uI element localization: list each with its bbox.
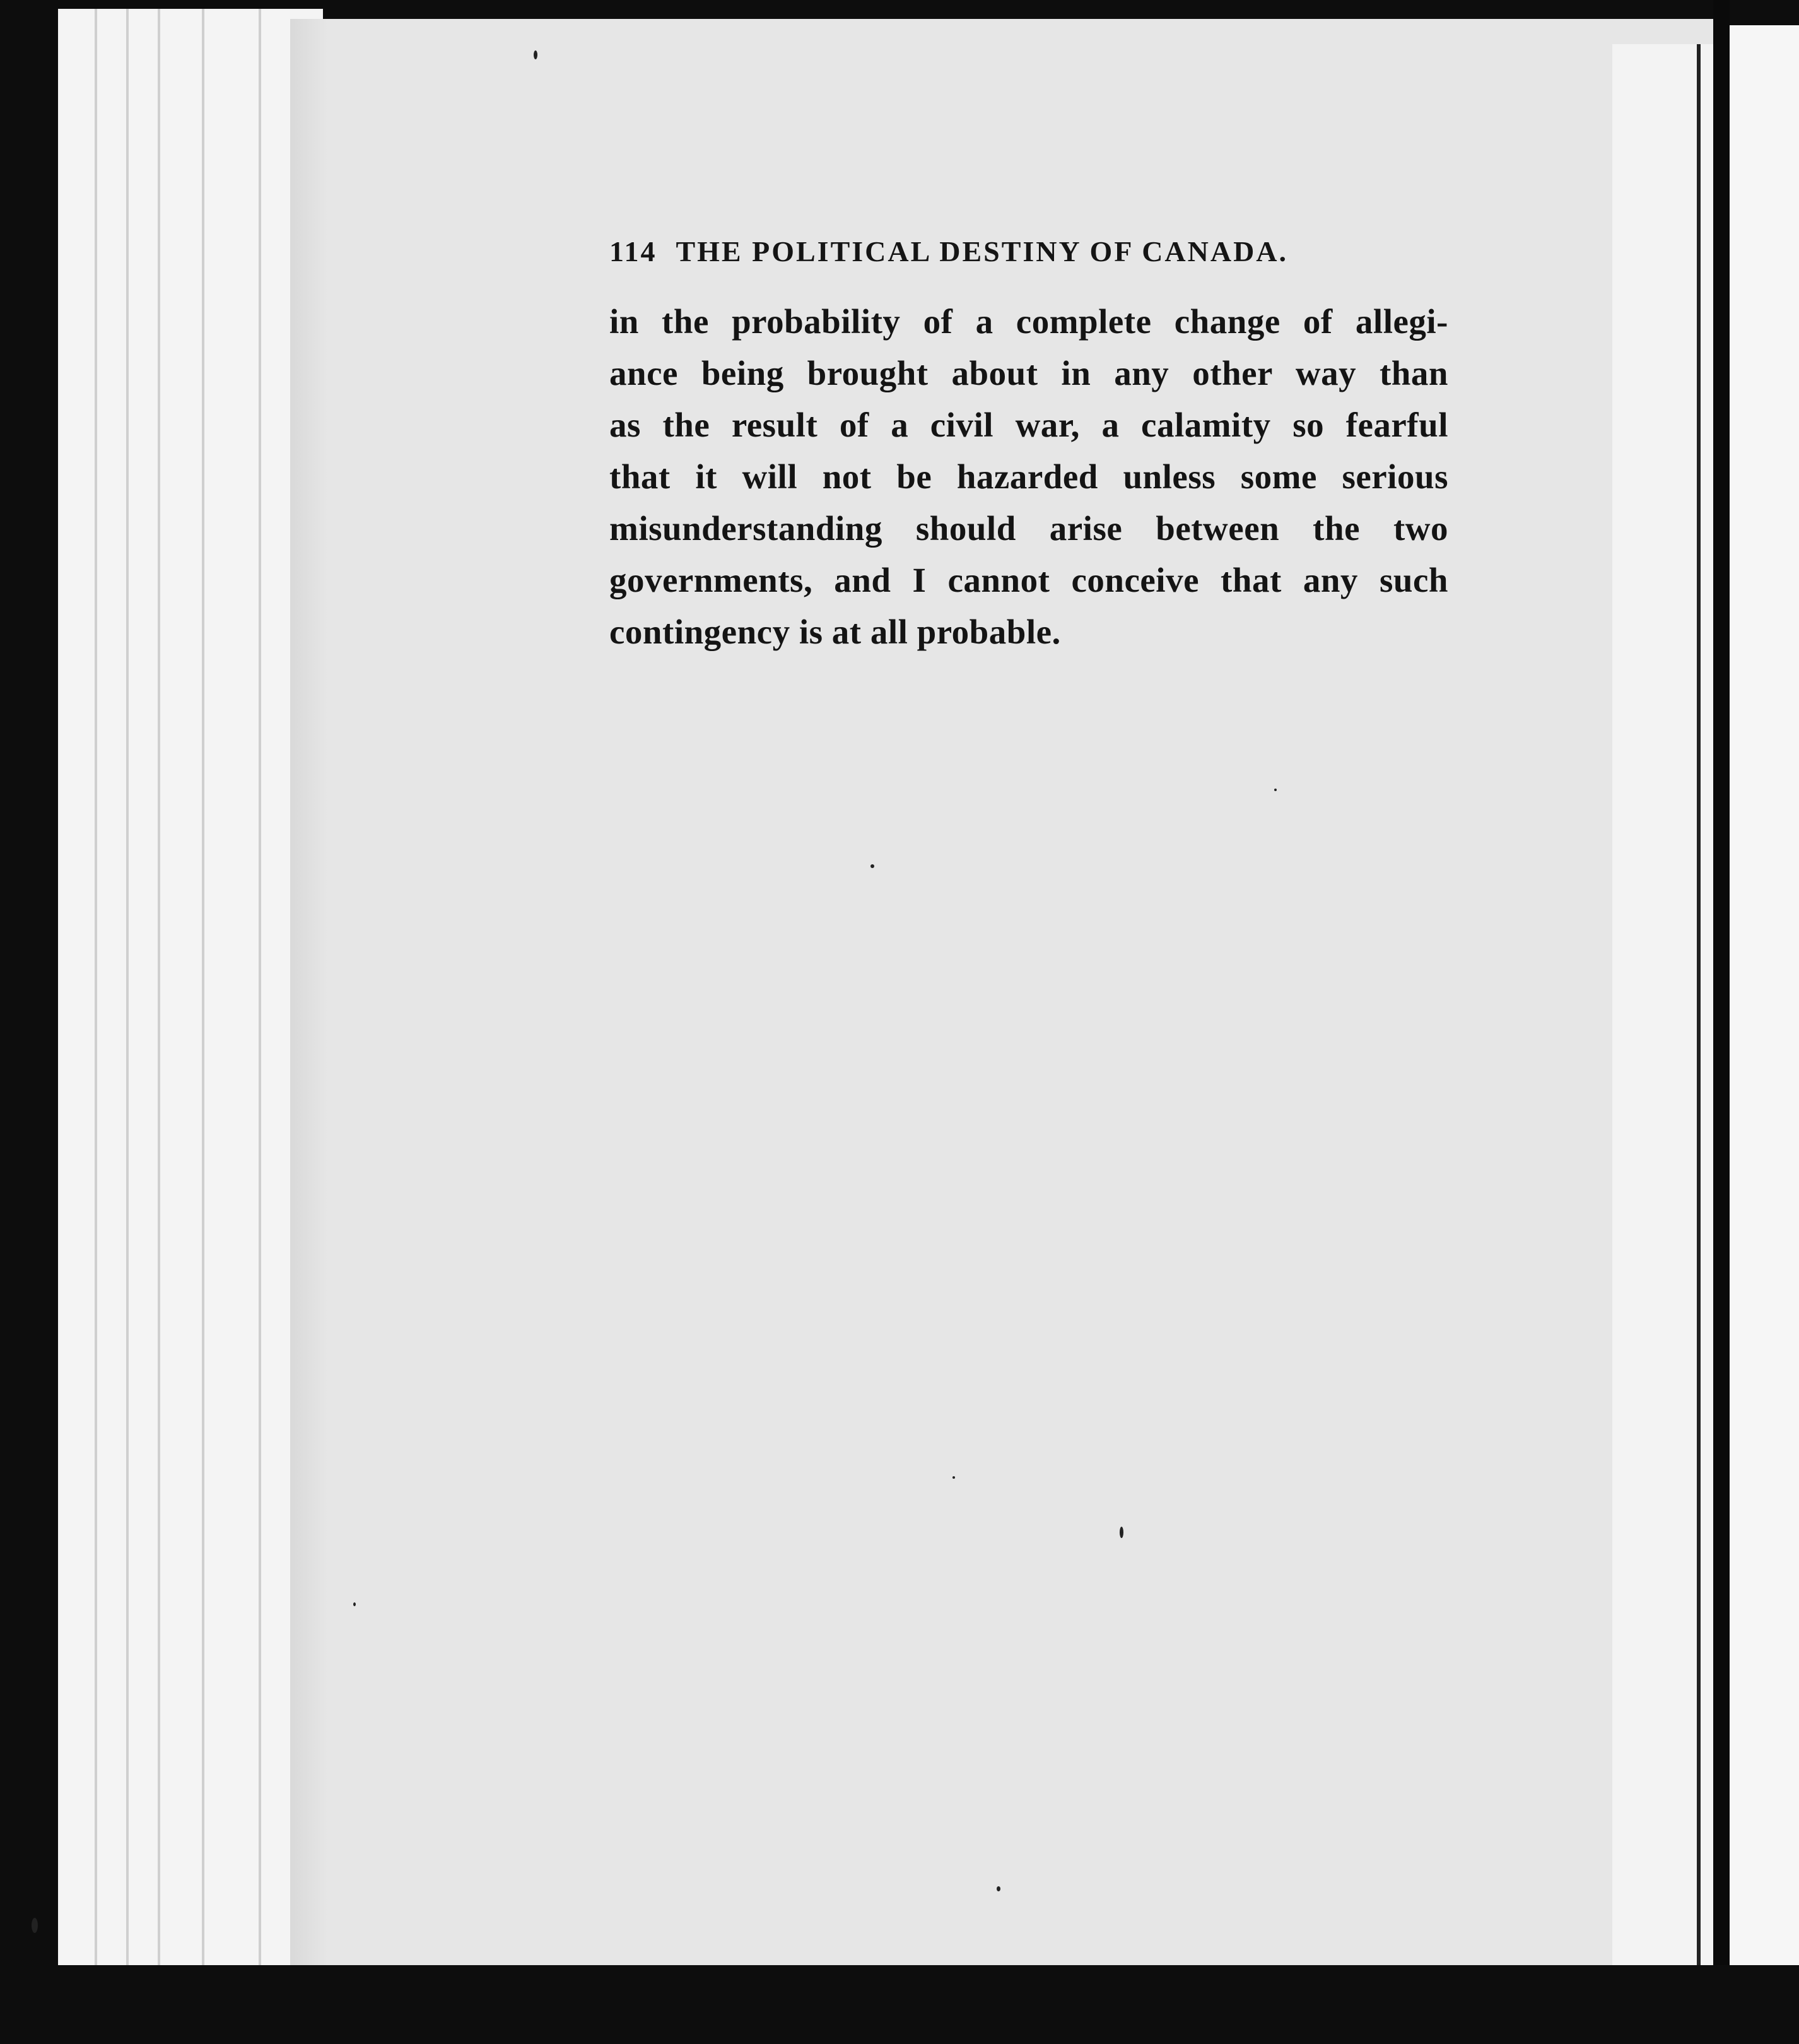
facing-page-edge — [1730, 25, 1799, 1975]
running-title: THE POLITICAL DESTINY OF CANADA. — [676, 235, 1289, 267]
running-head — [609, 235, 1448, 268]
body-paragraph — [609, 296, 1448, 658]
scan-speck — [1274, 789, 1277, 791]
text-line: contingency is at all probable. — [609, 613, 1061, 651]
page-edge-line — [95, 9, 97, 1971]
scan-speck — [997, 1886, 1000, 1891]
scan-speck — [534, 50, 537, 59]
text-line: ance being brought about in any other way than — [609, 354, 1448, 392]
page-edge-line — [259, 9, 261, 1971]
scan-speck — [32, 1918, 38, 1933]
page-shadow — [290, 19, 328, 1965]
text-line: in the probability of a complete change of allegi- — [609, 302, 1448, 341]
text-line: that it will not be hazarded unless some serious — [609, 457, 1448, 496]
scan-speck — [870, 864, 874, 868]
gutter-rule — [1697, 44, 1701, 1968]
page-edge-line — [158, 9, 160, 1971]
scan-speck — [1120, 1527, 1123, 1538]
stacked-page-edges — [58, 9, 323, 1971]
page-edge-line — [126, 9, 129, 1971]
scan-speck — [353, 1602, 356, 1606]
text-line: misunderstanding should arise between the two — [609, 509, 1448, 548]
book-gutter — [1713, 0, 1730, 2044]
page-text-block — [609, 235, 1448, 658]
text-line: as the result of a civil war, a calamity so fearful — [609, 406, 1448, 444]
scan-bottom-border — [0, 1965, 1799, 2044]
text-line: governments, and I cannot conceive that any such — [609, 561, 1448, 599]
scan-speck — [952, 1476, 955, 1479]
page-edge-line — [202, 9, 204, 1971]
page-number: 114 — [609, 235, 657, 267]
